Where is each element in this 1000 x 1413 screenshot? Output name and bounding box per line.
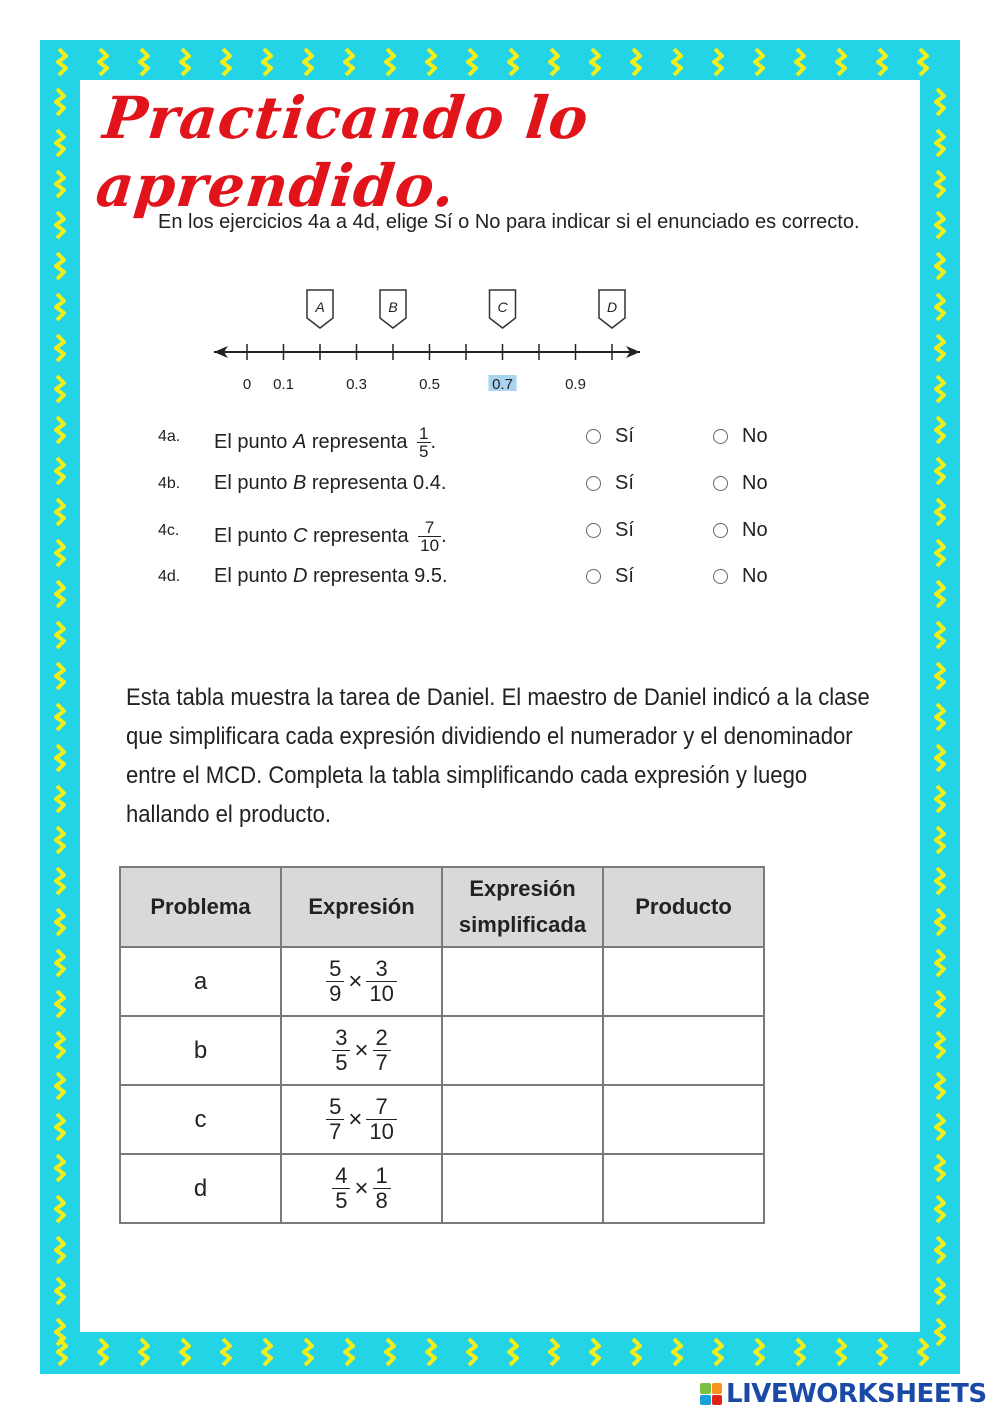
statement-prefix: El punto bbox=[214, 430, 288, 453]
option-no-label: No bbox=[742, 519, 768, 541]
zigzag-mark bbox=[56, 745, 64, 771]
zigzag-mark bbox=[936, 417, 944, 443]
zigzag-mark bbox=[878, 49, 886, 75]
option-no[interactable] bbox=[713, 425, 768, 448]
question-number: 4c. bbox=[158, 522, 180, 539]
point-label: C bbox=[292, 524, 308, 547]
problem-label: b bbox=[120, 1016, 281, 1085]
zigzag-mark bbox=[56, 786, 64, 812]
zigzag-mark bbox=[56, 1032, 64, 1058]
problem-label: d bbox=[120, 1154, 281, 1223]
tick-label: 0.3 bbox=[346, 376, 367, 393]
zigzag-mark bbox=[591, 49, 599, 75]
table-header-row bbox=[120, 867, 764, 947]
zigzag-mark bbox=[56, 622, 64, 648]
numerator: 2 bbox=[373, 1026, 391, 1051]
zigzag-mark bbox=[714, 49, 722, 75]
zigzag-mark bbox=[878, 1339, 886, 1365]
point-marker-label: B bbox=[388, 299, 398, 315]
option-yes[interactable] bbox=[586, 472, 634, 495]
logo-badge-icon bbox=[700, 1383, 722, 1405]
zigzag-mark bbox=[591, 1339, 599, 1365]
zigzag-mark bbox=[936, 376, 944, 402]
fraction bbox=[417, 425, 430, 460]
zigzag-mark bbox=[550, 49, 558, 75]
table-row bbox=[120, 1085, 764, 1154]
zigzag-mark bbox=[181, 1339, 189, 1365]
question-statement bbox=[214, 565, 448, 588]
zigzag-mark bbox=[509, 49, 517, 75]
zigzag-mark bbox=[56, 294, 64, 320]
expression bbox=[281, 1085, 442, 1154]
numerator: 1 bbox=[373, 1164, 391, 1189]
fraction bbox=[418, 519, 441, 554]
expression bbox=[281, 1154, 442, 1223]
numerator: 7 bbox=[418, 519, 441, 537]
zigzag-mark bbox=[509, 1339, 517, 1365]
zigzag-mark bbox=[56, 499, 64, 525]
zigzag-mark bbox=[468, 49, 476, 75]
zigzag-mark bbox=[936, 622, 944, 648]
instructions-text: En los ejercicios 4a a 4d, elige Sí o No para indicar si el enunciado es correcto. bbox=[158, 211, 860, 233]
denominator: 10 bbox=[369, 981, 394, 1006]
statement-value: 9.5. bbox=[414, 565, 448, 587]
header-product: Producto bbox=[603, 867, 764, 947]
simplified-answer-cell[interactable] bbox=[442, 947, 603, 1016]
product-answer-cell[interactable] bbox=[603, 947, 764, 1016]
question-statement: El punto C representa $\frac{7}{10}$ . bbox=[214, 518, 447, 555]
zigzag-mark bbox=[936, 212, 944, 238]
zigzag-mark bbox=[304, 1339, 312, 1365]
zigzag-mark bbox=[755, 1339, 763, 1365]
zigzag-mark bbox=[673, 1339, 681, 1365]
logo-text: LIVEWORKSHEETS bbox=[726, 1379, 987, 1409]
numerator: 3 bbox=[366, 957, 396, 982]
zigzag-mark bbox=[427, 49, 435, 75]
numerator: 5 bbox=[326, 957, 344, 982]
table-row bbox=[120, 1154, 764, 1223]
zigzag-mark bbox=[58, 49, 66, 75]
option-yes-label: Sí bbox=[615, 519, 634, 541]
zigzag-mark bbox=[56, 991, 64, 1017]
zigzag-mark bbox=[919, 1339, 927, 1365]
zigzag-mark bbox=[936, 1032, 944, 1058]
point-marker-label: A bbox=[315, 299, 325, 315]
table-row bbox=[120, 1016, 764, 1085]
statement-prefix: El punto bbox=[214, 565, 288, 587]
denominator: 5 bbox=[419, 442, 429, 461]
zigzag-mark bbox=[99, 1339, 107, 1365]
zigzag-mark bbox=[936, 294, 944, 320]
radio-yes[interactable] bbox=[586, 429, 601, 444]
numerator: 3 bbox=[332, 1026, 350, 1051]
question-statement bbox=[214, 472, 446, 495]
point-label: B bbox=[292, 472, 307, 494]
zigzag-mark bbox=[714, 1339, 722, 1365]
zigzag-mark bbox=[468, 1339, 476, 1365]
radio-no[interactable] bbox=[713, 569, 728, 584]
radio-no[interactable] bbox=[713, 523, 728, 538]
tick-label: 0.5 bbox=[419, 376, 440, 393]
zigzag-mark bbox=[936, 540, 944, 566]
denominator: 10 bbox=[369, 1119, 394, 1144]
radio-yes[interactable] bbox=[586, 523, 601, 538]
denominator: 5 bbox=[335, 1188, 348, 1213]
zigzag-mark bbox=[56, 417, 64, 443]
option-no-label: No bbox=[742, 565, 768, 587]
zigzag-mark bbox=[427, 1339, 435, 1365]
zigzag-mark bbox=[56, 827, 64, 853]
zigzag-mark bbox=[263, 49, 271, 75]
times-symbol: × bbox=[354, 1036, 369, 1064]
expression bbox=[281, 1016, 442, 1085]
zigzag-mark bbox=[345, 49, 353, 75]
zigzag-mark bbox=[56, 171, 64, 197]
denominator: 5 bbox=[335, 1050, 348, 1075]
zigzag-mark bbox=[632, 1339, 640, 1365]
number-line bbox=[200, 280, 660, 400]
zigzag-mark bbox=[837, 1339, 845, 1365]
numerator: 5 bbox=[326, 1095, 344, 1120]
zigzag-mark bbox=[936, 950, 944, 976]
zigzag-mark bbox=[936, 868, 944, 894]
zigzag-mark bbox=[99, 49, 107, 75]
zigzag-mark bbox=[673, 49, 681, 75]
zigzag-mark bbox=[304, 49, 312, 75]
zigzag-mark bbox=[936, 1073, 944, 1099]
question-4b bbox=[158, 467, 838, 507]
product-answer-cell[interactable] bbox=[603, 1085, 764, 1154]
radio-no[interactable] bbox=[713, 429, 728, 444]
zigzag-mark bbox=[56, 581, 64, 607]
statement-verb: representa bbox=[311, 430, 408, 453]
zigzag-mark bbox=[550, 1339, 558, 1365]
homework-table bbox=[119, 866, 765, 1224]
problem-label: a bbox=[120, 947, 281, 1016]
numerator: 4 bbox=[332, 1164, 350, 1189]
zigzag-mark bbox=[936, 827, 944, 853]
zigzag-mark bbox=[222, 49, 230, 75]
option-yes-label: Sí bbox=[615, 472, 634, 494]
zigzag-mark bbox=[56, 335, 64, 361]
option-yes[interactable] bbox=[586, 425, 634, 448]
zigzag-mark bbox=[936, 1196, 944, 1222]
zigzag-mark bbox=[56, 253, 64, 279]
zigzag-mark bbox=[222, 1339, 230, 1365]
statement-verb: representa bbox=[312, 524, 409, 547]
tick-label: 0.9 bbox=[565, 376, 586, 393]
denominator: 8 bbox=[375, 1188, 388, 1213]
zigzag-mark bbox=[56, 1114, 64, 1140]
zigzag-mark bbox=[345, 1339, 353, 1365]
radio-yes[interactable] bbox=[586, 569, 601, 584]
zigzag-mark bbox=[56, 540, 64, 566]
simplified-answer-cell[interactable] bbox=[442, 1085, 603, 1154]
denominator: 7 bbox=[329, 1119, 342, 1144]
liveworksheets-logo[interactable] bbox=[700, 1378, 987, 1410]
option-no[interactable] bbox=[713, 472, 768, 495]
statement-value: 0.4. bbox=[413, 472, 447, 494]
zigzag-mark bbox=[386, 1339, 394, 1365]
denominator: 7 bbox=[375, 1050, 388, 1075]
zigzag-mark bbox=[936, 704, 944, 730]
zigzag-mark bbox=[140, 49, 148, 75]
zigzag-mark bbox=[936, 1237, 944, 1263]
question-4c bbox=[158, 514, 838, 554]
zigzag-mark bbox=[56, 1319, 64, 1345]
simplified-answer-cell[interactable] bbox=[442, 1154, 603, 1223]
zigzag-mark bbox=[386, 49, 394, 75]
zigzag-mark bbox=[56, 89, 64, 115]
question-statement: El punto A representa $\frac{1}{5}$ . bbox=[214, 424, 437, 461]
product-answer-cell[interactable] bbox=[603, 1016, 764, 1085]
zigzag-mark bbox=[936, 171, 944, 197]
tick-label: 0.1 bbox=[273, 376, 294, 393]
option-yes-label: Sí bbox=[615, 425, 634, 447]
zigzag-mark bbox=[936, 458, 944, 484]
zigzag-mark bbox=[936, 786, 944, 812]
zigzag-mark bbox=[632, 49, 640, 75]
question-number: 4d. bbox=[158, 568, 181, 585]
times-symbol: × bbox=[348, 1105, 363, 1133]
table-instructions: Esta tabla muestra la tarea de Daniel. El maestro de Daniel indicó a la clase que simplificara cada expresión dividiendo el numerador y el denominador entre el MCD. Completa la tabla simplificando cada expresión y luego hallando el producto. bbox=[126, 684, 870, 828]
zigzag-mark bbox=[56, 909, 64, 935]
zigzag-mark bbox=[140, 1339, 148, 1365]
point-label: A bbox=[292, 430, 307, 453]
option-no-label: No bbox=[742, 472, 768, 494]
zigzag-mark bbox=[56, 704, 64, 730]
zigzag-mark bbox=[56, 950, 64, 976]
zigzag-mark bbox=[56, 130, 64, 156]
question-4a bbox=[158, 420, 838, 460]
product-answer-cell[interactable] bbox=[603, 1154, 764, 1223]
zigzag-mark bbox=[936, 745, 944, 771]
point-marker-label: D bbox=[606, 299, 618, 315]
zigzag-mark bbox=[56, 1155, 64, 1181]
option-yes-label: Sí bbox=[615, 565, 634, 587]
zigzag-mark bbox=[56, 1237, 64, 1263]
zigzag-mark bbox=[263, 1339, 271, 1365]
numerator: 7 bbox=[366, 1095, 396, 1120]
zigzag-mark bbox=[56, 376, 64, 402]
question-4d bbox=[158, 560, 838, 600]
zigzag-mark bbox=[755, 49, 763, 75]
zigzag-mark bbox=[56, 1196, 64, 1222]
zigzag-mark bbox=[936, 1278, 944, 1304]
numerator: 1 bbox=[419, 424, 429, 443]
zigzag-mark bbox=[936, 1319, 944, 1345]
zigzag-mark bbox=[936, 663, 944, 689]
point-marker-label: C bbox=[497, 299, 508, 315]
problem-label: c bbox=[120, 1085, 281, 1154]
zigzag-mark bbox=[56, 458, 64, 484]
statement-verb: representa bbox=[312, 565, 409, 587]
expression bbox=[281, 947, 442, 1016]
zigzag-mark bbox=[936, 253, 944, 279]
times-symbol: × bbox=[354, 1174, 369, 1202]
zigzag-mark bbox=[936, 130, 944, 156]
option-no[interactable] bbox=[713, 565, 768, 588]
zigzag-mark bbox=[936, 1114, 944, 1140]
statement-verb: representa bbox=[311, 472, 408, 494]
option-yes[interactable] bbox=[586, 519, 634, 542]
option-no[interactable] bbox=[713, 519, 768, 542]
option-no-label: No bbox=[742, 425, 768, 447]
zigzag-mark bbox=[936, 499, 944, 525]
denominator: 10 bbox=[420, 536, 440, 555]
zigzag-mark bbox=[56, 1073, 64, 1099]
header-expression: Expresión bbox=[281, 867, 442, 947]
tick-label: 0 bbox=[242, 376, 252, 393]
zigzag-mark bbox=[936, 909, 944, 935]
zigzag-mark bbox=[936, 581, 944, 607]
zigzag-mark bbox=[56, 212, 64, 238]
zigzag-mark bbox=[919, 49, 927, 75]
statement-prefix: El punto bbox=[214, 524, 288, 547]
zigzag-mark bbox=[181, 49, 189, 75]
zigzag-mark bbox=[837, 49, 845, 75]
zigzag-mark bbox=[936, 1155, 944, 1181]
radio-yes[interactable] bbox=[586, 476, 601, 491]
denominator: 9 bbox=[329, 981, 342, 1006]
simplified-answer-cell[interactable] bbox=[442, 1016, 603, 1085]
zigzag-mark bbox=[796, 1339, 804, 1365]
tick-label: 0.7 bbox=[492, 376, 513, 393]
zigzag-mark bbox=[936, 335, 944, 361]
table-row bbox=[120, 947, 764, 1016]
header-problem: Problema bbox=[120, 867, 281, 947]
option-yes[interactable] bbox=[586, 565, 634, 588]
question-number: 4a. bbox=[158, 428, 181, 445]
point-label: D bbox=[292, 565, 308, 587]
times-symbol: × bbox=[348, 967, 363, 995]
radio-no[interactable] bbox=[713, 476, 728, 491]
zigzag-mark bbox=[796, 49, 804, 75]
zigzag-mark bbox=[56, 663, 64, 689]
zigzag-mark bbox=[936, 89, 944, 115]
page-title: Practicando lo aprendido. bbox=[92, 84, 593, 220]
zigzag-mark bbox=[56, 868, 64, 894]
question-number: 4b. bbox=[158, 475, 181, 492]
zigzag-mark bbox=[936, 991, 944, 1017]
statement-prefix: El punto bbox=[214, 472, 288, 494]
zigzag-mark bbox=[56, 1278, 64, 1304]
header-simplified: Expresión simplificada bbox=[442, 867, 603, 947]
